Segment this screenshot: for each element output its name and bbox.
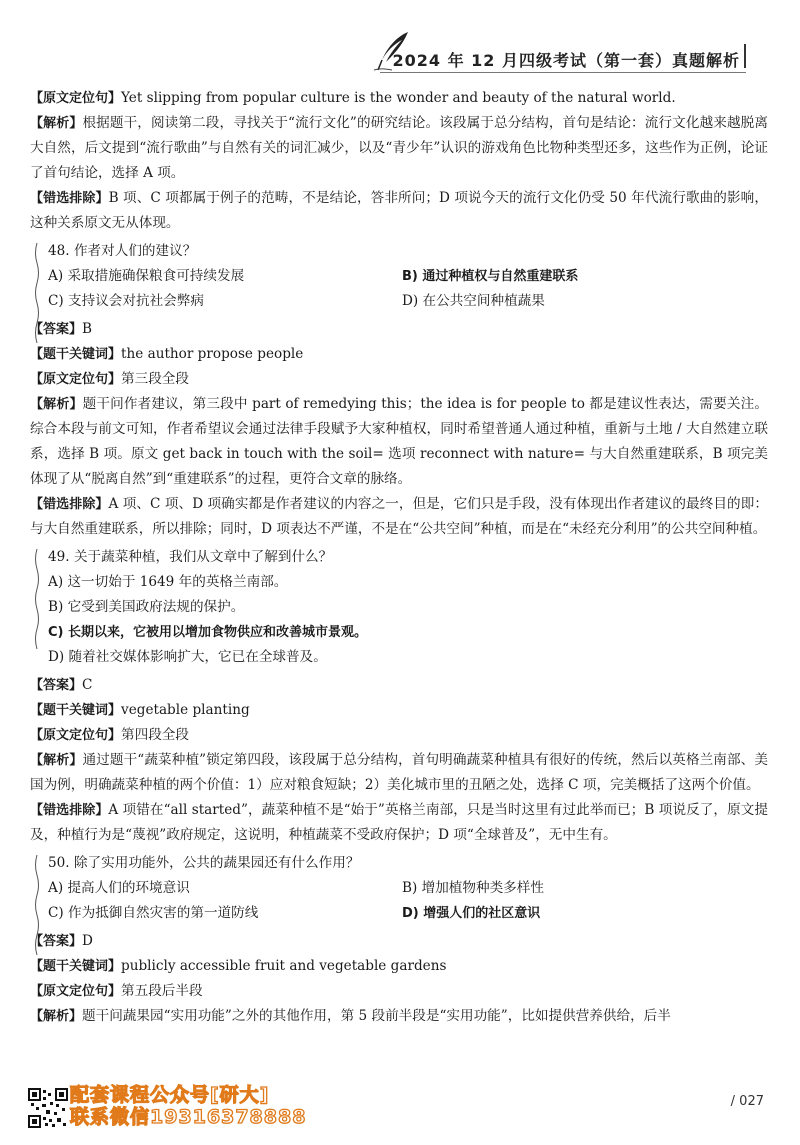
section-text: D [82,933,93,949]
question-title: 49. 关于蔬菜种植，我们从文章中了解到什么？ [48,549,333,565]
option-a: A) 提高人们的环境意识 [48,880,190,896]
analysis [30,748,768,798]
section-tag: 【解析】 [30,1009,83,1024]
section-text: 通过题干“蔬菜种植”锁定第四段，该段属于总分结构，首句明确蔬菜种植具有很好的传统，然后以英格兰南部、美国为例，明确蔬菜种植的两个价值：1）应对粮食短缺；2）美化城市里的丑陋之处，选择 C 项，完美概括了这两个价值。 [30,752,768,793]
section-text: 第四段全段 [121,727,189,743]
header-title: 2024 年 12 月四级考试（第一套）真题解析 [392,51,740,70]
keywords [30,698,768,723]
analysis [30,392,768,492]
answer [30,673,768,698]
section-tag: 【解析】 [30,397,83,412]
question-48 [34,239,768,314]
section-tag: 【错选排除】 [30,191,109,206]
main-content [30,86,768,1029]
section-text: 第五段后半段 [121,983,203,999]
section-tag: 【错选排除】 [30,497,109,512]
answer [30,317,768,342]
answer [30,929,768,954]
section-text: 第三段全段 [121,371,189,387]
section-tag: 【解析】 [30,753,83,768]
section-text: vegetable planting [121,702,250,718]
page-header [0,0,800,82]
section-text: A 项错在“all started”，蔬菜种植不是“始于”英格兰南部，只是当时这里有过此举而已；B 项说反了，原文提及，种植行为是“蔑视”政府规定，这说明，种植蔬菜不受政府保护；D 项“全球普及”，无中生有。 [30,802,768,843]
exclusion [30,798,768,848]
option-a: A) 采取措施确保粮食可持续发展 [48,268,245,284]
section-text: 题干问蔬果园“实用功能”之外的其他作用，第 5 段前半段是“实用功能”，比如提供营养供给，后半 [82,1008,671,1024]
option-row [48,876,768,901]
option-b: B) 通过种植权与自然重建联系 [402,269,579,284]
promo-text [70,1084,306,1128]
section-tag: 【题干关键词】 [30,347,122,362]
option-row [48,264,768,289]
option-row [48,289,768,314]
q47-locate [30,86,768,111]
locate [30,723,768,748]
question-50 [34,851,768,926]
section-tag: 【答案】 [30,678,83,693]
section-text: B [82,321,93,337]
locate [30,979,768,1004]
section-text: 题干问作者建议，第三段中 part of remedying this；the idea is for people to 都是建议性表达，需要关注。综合本段与前文可知，作者希望议会通过法律手段赋予大家种植权，同时希望普通人通过种植，重新与土地 / 大自然建立联系，选择 B 项。原文 get back in touch with the soil= 选项 reconnect with nature= 与大自然重建联系，B 项完美体现了从“脱离自然”到“重建联系”的过程，更符合文章的脉络。 [30,396,768,487]
section-text: B 项、C 项都属于例子的范畴，不是结论，答非所问；D 项说今天的流行文化仍受 50 年代流行歌曲的影响，这种关系原文无从体现。 [30,190,768,231]
question-title: 50. 除了实用功能外，公共的蔬果园还有什么作用？ [48,855,360,871]
section-text: 根据题干，阅读第二段，寻找关于“流行文化”的研究结论。该段属于总分结构，首句是结论：流行文化越来越脱离大自然，后文提到“流行歌曲”与自然有关的词汇减少，以及“青少年”认识的游戏角色比物种类型还多，这些作为正例，论证了首句结论，选择 A 项。 [30,115,768,181]
wavy-bracket-icon [34,243,40,343]
section-text: publicly accessible fruit and vegetable gardens [121,958,447,974]
option-b: B) 它受到美国政府法规的保护。 [48,599,245,615]
analysis [30,1004,768,1029]
section-text: A 项、C 项、D 项确实都是作者建议的内容之一，但是，它们只是手段，没有体现出作者建议的最终目的即：与大自然重建联系，所以排除；同时，D 项表达不严谨，不是在“公共空间”种植，而是在“未经充分利用”的公共空间种植。 [30,496,768,537]
section-text: the author propose people [121,346,304,362]
page-number: / 027 [730,1094,764,1109]
keywords [30,954,768,979]
header-divider [744,44,746,68]
qr-code-icon [28,1088,68,1128]
option-d: D) 增强人们的社区意识 [402,906,541,921]
wavy-bracket-icon [34,855,40,955]
section-tag: 【原文定位句】 [30,728,122,743]
section-tag: 【题干关键词】 [30,959,122,974]
header-rule [380,72,746,73]
option-row [48,901,768,926]
section-text: Yet slipping from popular culture is the wonder and beauty of the natural world. [121,90,676,106]
section-tag: 【原文定位句】 [30,91,122,106]
option-c: C) 长期以来，它被用以增加食物供应和改善城市景观。 [48,625,368,640]
option-d: D) 在公共空间种植蔬果 [402,293,545,309]
option-b: B) 增加植物种类多样性 [402,880,544,896]
option-d: D) 随着社交媒体影响扩大，它已在全球普及。 [48,649,327,665]
keywords [30,342,768,367]
wavy-bracket-icon [34,549,40,649]
promo-line-2: 联系微信19316378888 [70,1106,307,1128]
exclusion [30,492,768,542]
question-title: 48. 作者对人们的建议？ [48,243,197,259]
section-tag: 【答案】 [30,934,83,949]
q47-analysis [30,111,768,186]
locate [30,367,768,392]
section-tag: 【原文定位句】 [30,372,122,387]
option-a: A) 这一切始于 1649 年的英格兰南部。 [48,574,288,590]
section-text: C [82,677,93,693]
section-tag: 【题干关键词】 [30,703,122,718]
q47-exclusion [30,186,768,236]
option-c: C) 作为抵御自然灾害的第一道防线 [48,905,259,921]
section-tag: 【错选排除】 [30,803,109,818]
section-tag: 【原文定位句】 [30,984,122,999]
section-tag: 【答案】 [30,322,83,337]
section-tag: 【解析】 [30,116,83,131]
promo-line-1: 配套课程公众号[研大] [70,1084,270,1106]
question-49 [34,545,768,670]
option-c: C) 支持议会对抗社会弊病 [48,293,204,309]
